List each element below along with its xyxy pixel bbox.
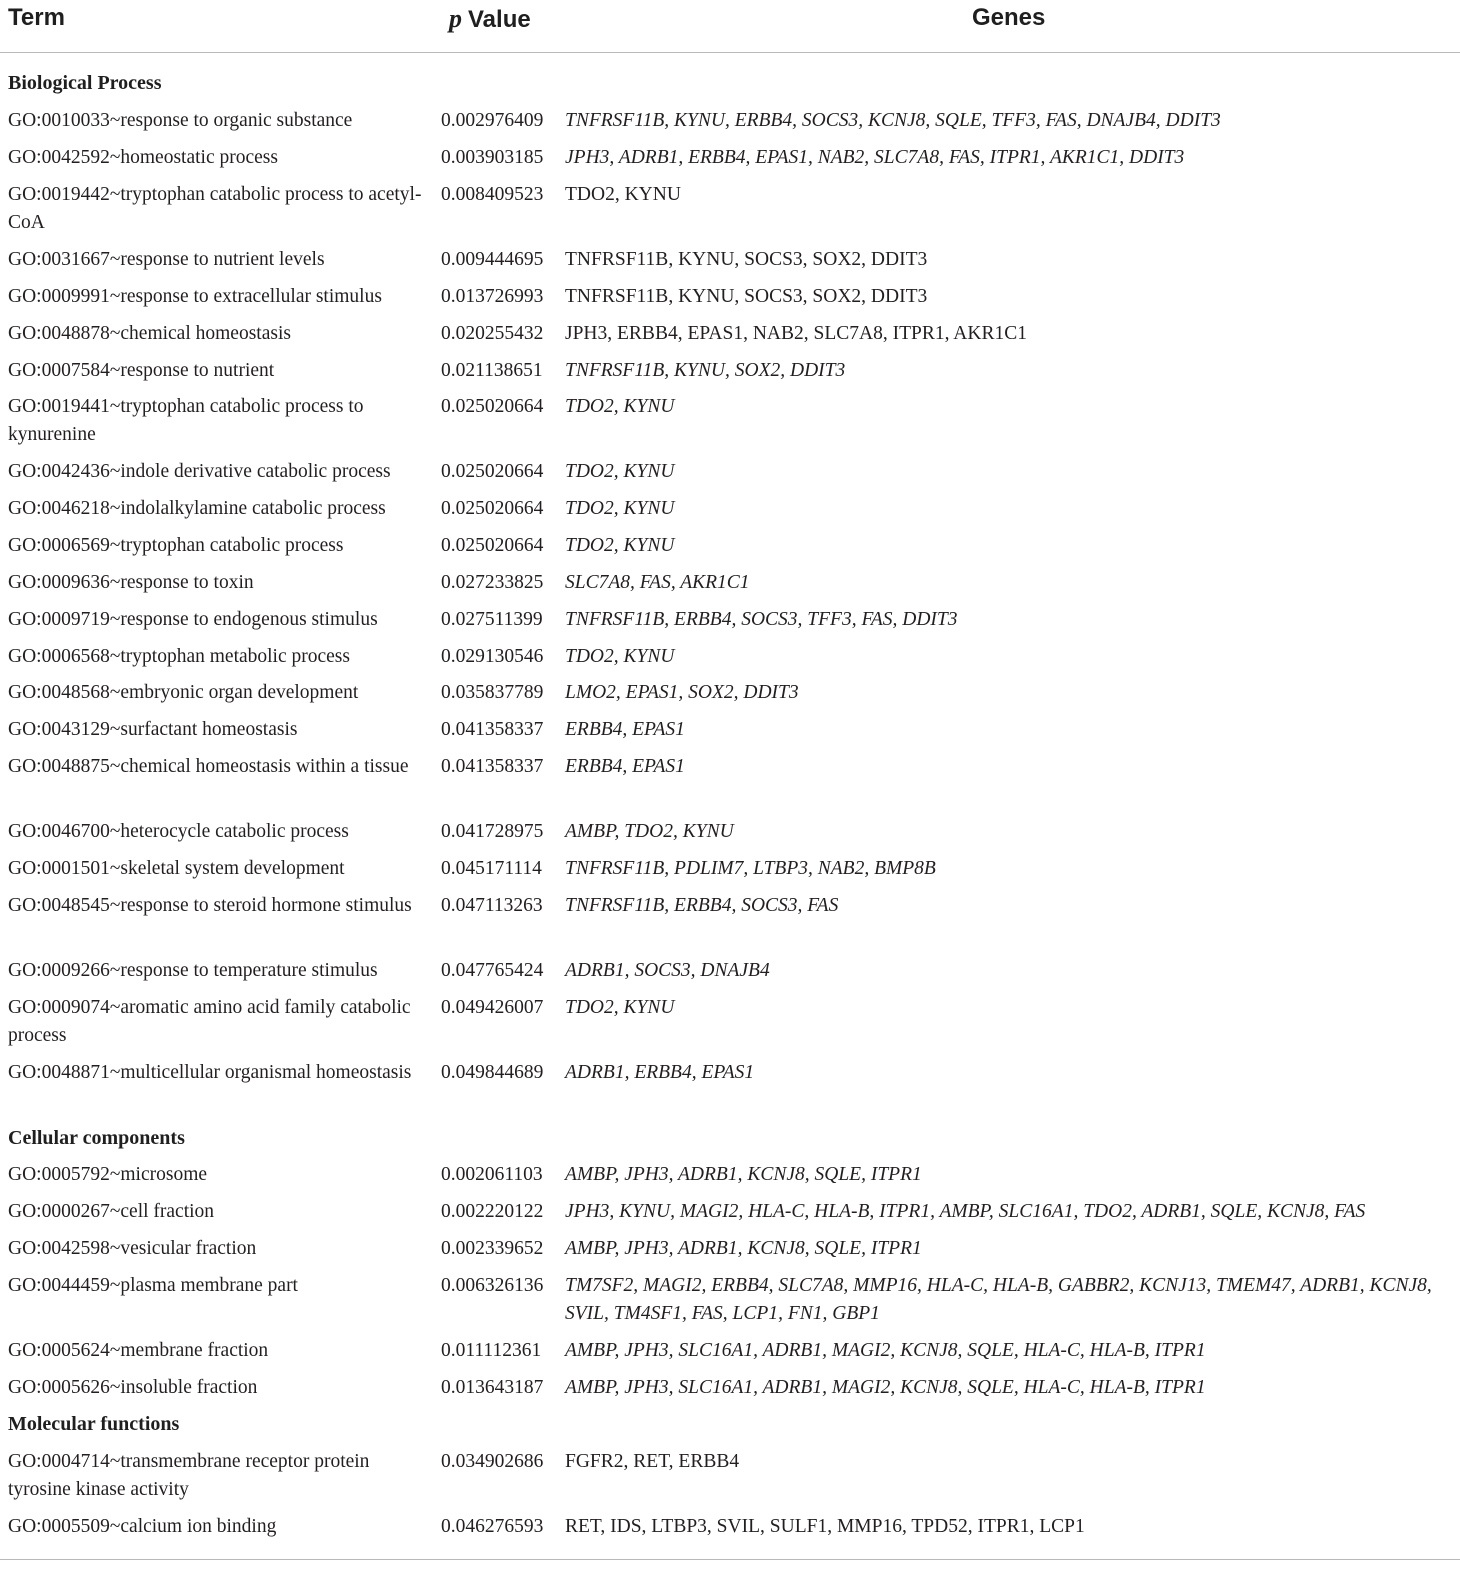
cell-genes: TDO2, KYNU: [565, 498, 675, 519]
cell-pvalue: 0.027511399: [441, 609, 543, 630]
cell-genes: ERBB4, EPAS1: [565, 719, 685, 740]
cell-pvalue: 0.045171114: [441, 858, 542, 879]
cell-term: GO:0031667~response to nutrient levels: [8, 249, 325, 270]
table-header: [0, 0, 1460, 53]
cell-term: GO:0009266~response to temperature stimulus: [8, 960, 378, 981]
cell-term: GO:0004714~transmembrane receptor protein tyrosine kinase activity: [8, 1451, 370, 1500]
cell-pvalue: 0.041358337: [441, 756, 544, 777]
cell-genes: JPH3, KYNU, MAGI2, HLA-C, HLA-B, ITPR1, AMBP, SLC16A1, TDO2, ADRB1, SQLE, KCNJ8, FAS: [565, 1201, 1366, 1222]
cell-term: GO:0005509~calcium ion binding: [8, 1516, 277, 1537]
cell-genes: TNFRSF11B, KYNU, SOCS3, SOX2, DDIT3: [565, 286, 928, 307]
cell-term: GO:0019442~tryptophan catabolic process to acetyl-CoA: [8, 184, 422, 233]
cell-genes: TDO2, KYNU: [565, 396, 675, 417]
cell-term: GO:0043129~surfactant homeostasis: [8, 719, 298, 740]
cell-term: GO:0005624~membrane fraction: [8, 1340, 269, 1361]
cell-genes: ADRB1, ERBB4, EPAS1: [565, 1062, 755, 1083]
cell-pvalue: 0.047765424: [441, 960, 544, 981]
cell-term: GO:0046700~heterocycle catabolic process: [8, 821, 349, 842]
cell-term: GO:0048878~chemical homeostasis: [8, 323, 291, 344]
cell-pvalue: 0.013643187: [441, 1377, 544, 1398]
cell-term: GO:0009991~response to extracellular stimulus: [8, 286, 382, 307]
cell-pvalue: 0.020255432: [441, 323, 544, 344]
cell-genes: TNFRSF11B, KYNU, ERBB4, SOCS3, KCNJ8, SQLE, TFF3, FAS, DNAJB4, DDIT3: [565, 110, 1221, 131]
cell-genes: FGFR2, RET, ERBB4: [565, 1451, 740, 1472]
cell-pvalue: 0.003903185: [441, 147, 544, 168]
cell-pvalue: 0.041358337: [441, 719, 544, 740]
cell-genes: AMBP, JPH3, SLC16A1, ADRB1, MAGI2, KCNJ8, SQLE, HLA-C, HLA-B, ITPR1: [565, 1377, 1206, 1398]
cell-genes: TM7SF2, MAGI2, ERBB4, SLC7A8, MMP16, HLA-C, HLA-B, GABBR2, KCNJ13, TMEM47, ADRB1, KCNJ8, SVIL, TM4SF1, FAS, LCP1, FN1, GBP1: [565, 1275, 1432, 1324]
cell-term: GO:0006568~tryptophan metabolic process: [8, 646, 350, 667]
cell-term: GO:0048545~response to steroid hormone stimulus: [8, 895, 412, 916]
cell-genes: TNFRSF11B, ERBB4, SOCS3, FAS: [565, 895, 839, 916]
cell-genes: AMBP, JPH3, SLC16A1, ADRB1, MAGI2, KCNJ8, SQLE, HLA-C, HLA-B, ITPR1: [565, 1340, 1206, 1361]
cell-pvalue: 0.046276593: [441, 1516, 544, 1537]
cell-pvalue: 0.011112361: [441, 1340, 542, 1361]
cell-term: GO:0009636~response to toxin: [8, 572, 254, 593]
cell-pvalue: 0.008409523: [441, 184, 544, 205]
cell-genes: RET, IDS, LTBP3, SVIL, SULF1, MMP16, TPD52, ITPR1, LCP1: [565, 1516, 1085, 1537]
cell-pvalue: 0.009444695: [441, 249, 544, 270]
cell-pvalue: 0.002339652: [441, 1238, 544, 1259]
cell-genes: ERBB4, EPAS1: [565, 756, 685, 777]
header-term: Term: [8, 4, 65, 31]
cell-genes: AMBP, TDO2, KYNU: [565, 821, 734, 842]
cell-pvalue: 0.029130546: [441, 646, 544, 667]
cell-term: GO:0005792~microsome: [8, 1164, 208, 1185]
cell-term: GO:0000267~cell fraction: [8, 1201, 215, 1222]
cell-pvalue: 0.025020664: [441, 461, 544, 482]
cell-pvalue: 0.002061103: [441, 1164, 543, 1185]
cell-term: GO:0006569~tryptophan catabolic process: [8, 535, 344, 556]
cell-term: GO:0046218~indolalkylamine catabolic process: [8, 498, 386, 519]
cell-pvalue: 0.013726993: [441, 286, 544, 307]
cell-term: GO:0001501~skeletal system development: [8, 858, 345, 879]
cell-pvalue: 0.049844689: [441, 1062, 544, 1083]
cell-pvalue: 0.047113263: [441, 895, 543, 916]
cell-genes: TDO2, KYNU: [565, 535, 675, 556]
cell-term: GO:0042592~homeostatic process: [8, 147, 278, 168]
cell-genes: TDO2, KYNU: [565, 997, 675, 1018]
cell-genes: TNFRSF11B, PDLIM7, LTBP3, NAB2, BMP8B: [565, 858, 936, 879]
cell-pvalue: 0.041728975: [441, 821, 544, 842]
cell-term: GO:0042598~vesicular fraction: [8, 1238, 257, 1259]
cell-term: GO:0048875~chemical homeostasis within a tissue: [8, 756, 409, 777]
cell-genes: TDO2, KYNU: [565, 461, 675, 482]
cell-pvalue: 0.034902686: [441, 1451, 544, 1472]
cell-pvalue: 0.006326136: [441, 1275, 544, 1296]
cell-genes: TNFRSF11B, KYNU, SOX2, DDIT3: [565, 360, 846, 381]
cell-term: GO:0048568~embryonic organ development: [8, 682, 359, 703]
cell-pvalue: 0.021138651: [441, 360, 543, 381]
cell-term: GO:0048871~multicellular organismal homeostasis: [8, 1062, 412, 1083]
cell-genes: JPH3, ADRB1, ERBB4, EPAS1, NAB2, SLC7A8, FAS, ITPR1, AKR1C1, DDIT3: [565, 147, 1185, 168]
cell-term: GO:0009074~aromatic amino acid family catabolic process: [8, 997, 411, 1046]
cell-pvalue: 0.035837789: [441, 682, 544, 703]
header-pvalue-p: p: [449, 4, 462, 33]
cell-genes: ADRB1, SOCS3, DNAJB4: [565, 960, 770, 981]
cell-genes: AMBP, JPH3, ADRB1, KCNJ8, SQLE, ITPR1: [565, 1164, 922, 1185]
cell-genes: LMO2, EPAS1, SOX2, DDIT3: [565, 682, 799, 703]
cell-pvalue: 0.049426007: [441, 997, 544, 1018]
cell-genes: TDO2, KYNU: [565, 646, 675, 667]
cell-term: GO:0005626~insoluble fraction: [8, 1377, 258, 1398]
cell-pvalue: 0.002220122: [441, 1201, 544, 1222]
cell-genes: SLC7A8, FAS, AKR1C1: [565, 572, 750, 593]
cell-term: GO:0044459~plasma membrane part: [8, 1275, 298, 1296]
cell-genes: AMBP, JPH3, ADRB1, KCNJ8, SQLE, ITPR1: [565, 1238, 922, 1259]
cell-term: GO:0019441~tryptophan catabolic process to kynurenine: [8, 396, 364, 445]
cell-term: GO:0042436~indole derivative catabolic process: [8, 461, 391, 482]
header-pvalue-rest: Value: [468, 6, 531, 33]
cell-genes: JPH3, ERBB4, EPAS1, NAB2, SLC7A8, ITPR1, AKR1C1: [565, 323, 1027, 344]
cell-pvalue: 0.025020664: [441, 396, 544, 417]
section-title: Molecular functions: [8, 1413, 180, 1435]
bottom-rule: [0, 1559, 1460, 1560]
section-title: Biological Process: [8, 72, 162, 94]
header-pvalue: [449, 4, 531, 34]
cell-term: GO:0009719~response to endogenous stimulus: [8, 609, 378, 630]
section-title: Cellular components: [8, 1127, 185, 1149]
cell-genes: TNFRSF11B, ERBB4, SOCS3, TFF3, FAS, DDIT3: [565, 609, 958, 630]
cell-pvalue: 0.002976409: [441, 110, 544, 131]
cell-genes: TDO2, KYNU: [565, 184, 681, 205]
header-genes: Genes: [972, 4, 1046, 31]
cell-pvalue: 0.025020664: [441, 535, 544, 556]
cell-term: GO:0010033~response to organic substance: [8, 110, 353, 131]
cell-pvalue: 0.025020664: [441, 498, 544, 519]
cell-genes: TNFRSF11B, KYNU, SOCS3, SOX2, DDIT3: [565, 249, 928, 270]
cell-term: GO:0007584~response to nutrient: [8, 360, 275, 381]
cell-pvalue: 0.027233825: [441, 572, 544, 593]
